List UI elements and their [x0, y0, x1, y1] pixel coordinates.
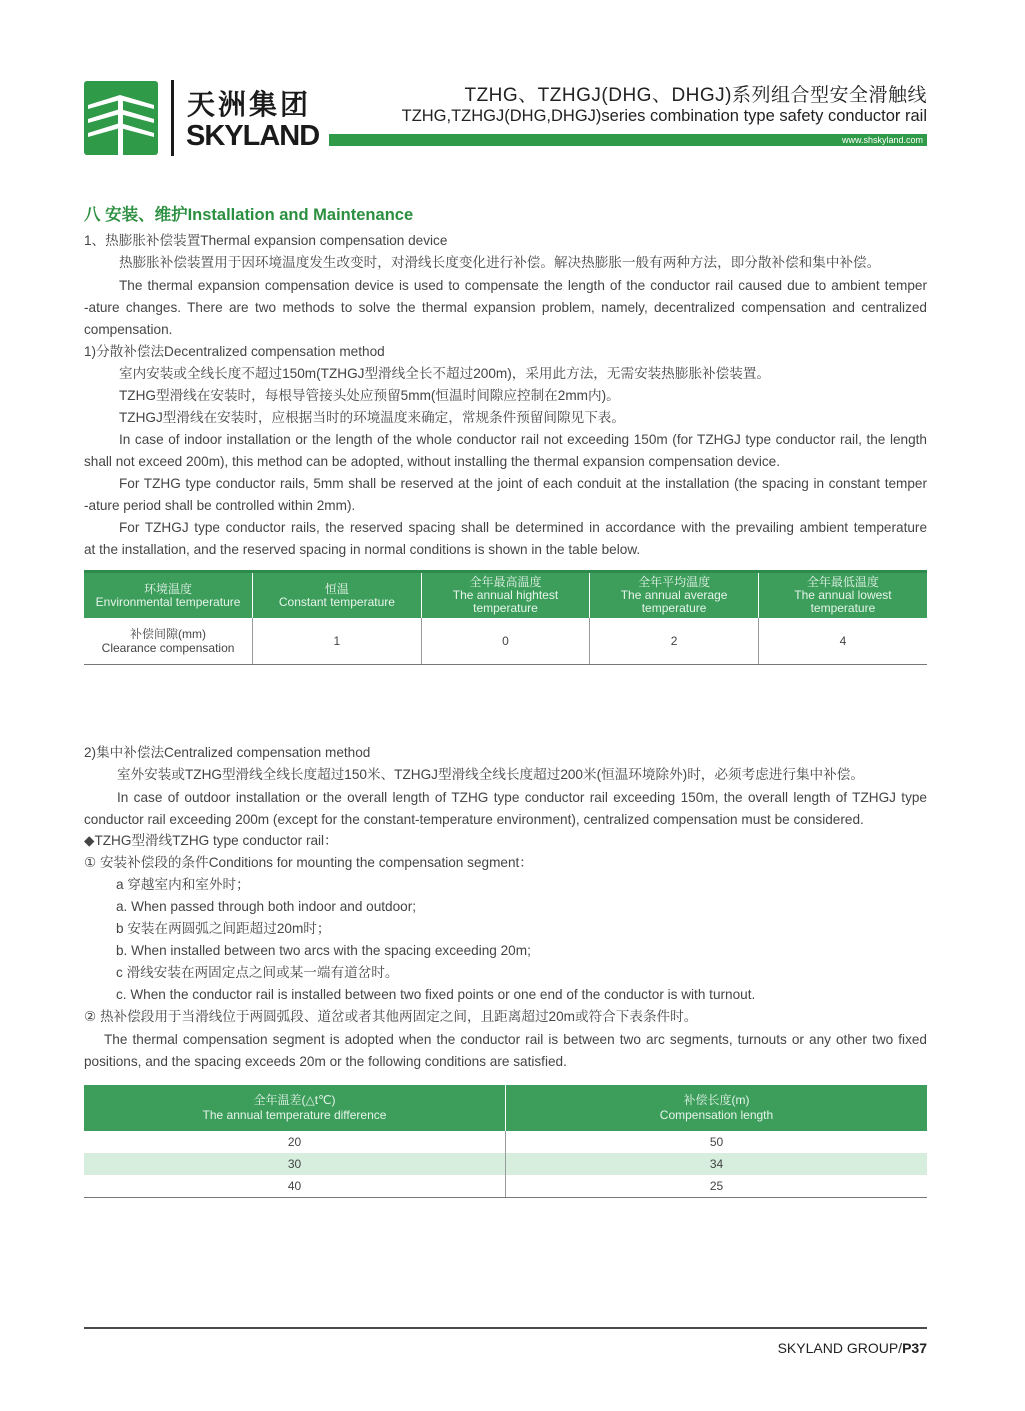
paragraph-line: 热膨胀补偿装置用于因环境温度发生改变时，对滑线长度变化进行补偿。解决热膨胀一般有两种方法，即分散补偿和集中补偿。 — [119, 255, 881, 270]
header-rule — [329, 134, 927, 146]
compensation-length-table — [84, 1085, 927, 1198]
skyland-logo-icon — [84, 81, 158, 155]
footer — [778, 1340, 927, 1356]
method-heading: 2)集中补偿法Centralized compensation method — [84, 745, 371, 760]
table-header-cell: 恒温 Constant temperature — [253, 572, 422, 619]
list-item: a. When passed through both indoor and outdoor; — [116, 899, 417, 914]
paragraph-line: at the installation, and the reserved spacing in normal conditions is shown in the table below. — [84, 542, 641, 557]
list-item: a 穿越室内和室外时； — [116, 877, 250, 892]
table-row — [84, 618, 927, 665]
row-label-cell: 补偿间隙(mm) Clearance compensation — [84, 618, 253, 665]
footer-rule — [84, 1327, 927, 1329]
paragraph-line: -ature period shall be controlled within 2mm). — [84, 498, 356, 513]
table-header-cell: 全年平均温度 The annual average temperature — [590, 572, 759, 619]
table-cell: 20 — [84, 1131, 506, 1153]
paragraph-line: In case of indoor installation or the length of the whole conductor rail not exceeding 150m (for TZHGJ type conductor rail, the length — [119, 432, 927, 447]
table-header-cell: 全年温差(△t℃) The annual temperature difference — [84, 1085, 506, 1131]
numbered-item: ② 热补偿段用于当滑线位于两圆弧段、道岔或者其他两固定之间，且距离超过20m或符合下表条件时。 — [84, 1009, 698, 1024]
logo-text-cn: 天洲集团 — [187, 88, 312, 121]
paragraph-line: In case of outdoor installation or the overall length of TZHG type conductor rail exceeding 150m, the overall length of TZHGJ type — [117, 790, 927, 805]
paragraph-line: 室内安装或全线长度不超过150m(TZHGJ型滑线全长不超过200m)，采用此方法，无需安装热膨胀补偿装置。 — [119, 366, 771, 381]
table-cell: 34 — [506, 1153, 928, 1175]
table-row — [84, 1153, 927, 1175]
header-title-en: TZHG,TZHGJ(DHG,DHGJ)series combination type safety conductor rail — [401, 107, 927, 125]
paragraph-line: TZHG型滑线在安装时，每根导管接头处应预留5mm(恒温时间隙应控制在2mm内)。 — [119, 388, 620, 403]
table-header-cell: 全年最低温度 The annual lowest temperature — [758, 572, 927, 619]
table-header-cell: 补偿长度(m) Compensation length — [506, 1085, 928, 1131]
paragraph-line: shall not exceed 200m), this method can be adopted, without installing the thermal expansion compensation device. — [84, 454, 780, 469]
table-cell: 40 — [84, 1175, 506, 1198]
table-row — [84, 1131, 927, 1153]
table-cell: 30 — [84, 1153, 506, 1175]
bullet-heading: ◆TZHG型滑线TZHG type conductor rail： — [84, 833, 338, 848]
logo-divider — [171, 80, 174, 156]
table-cell: 25 — [506, 1175, 928, 1198]
list-item: c. When the conductor rail is installed between two fixed points or one end of the conductor is with turnout. — [116, 987, 756, 1002]
table-header-cell: 环境温度 Environmental temperature — [84, 572, 253, 619]
numbered-item: ① 安装补偿段的条件Conditions for mounting the compensation segment： — [84, 855, 533, 870]
logo-text-en: SKYLAND — [186, 120, 320, 152]
table-cell: 4 — [758, 618, 927, 665]
paragraph-line: For TZHG type conductor rails, 5mm shall be reserved at the joint of each conduit at the installation (the spacing in constant temper — [119, 476, 927, 491]
subsection-heading: 1、热膨胀补偿装置Thermal expansion compensation device — [84, 233, 448, 248]
clearance-table — [84, 570, 927, 665]
table-cell: 2 — [590, 618, 759, 665]
paragraph-line: The thermal expansion compensation device is used to compensate the length of the conductor rail caused due to ambient temper — [119, 278, 927, 293]
paragraph-line: positions, and the spacing exceeds 20m or the following conditions are satisfied. — [84, 1054, 567, 1069]
page-number: P37 — [902, 1340, 927, 1356]
paragraph-line: 室外安装或TZHG型滑线全线长度超过150米、TZHGJ型滑线全线长度超过200米(恒温环境除外)时，必须考虑进行集中补偿。 — [117, 767, 864, 782]
list-item: b 安装在两圆弧之间距超过20m时； — [116, 921, 331, 936]
table-cell: 0 — [421, 618, 590, 665]
footer-group: SKYLAND GROUP/ — [777, 1340, 903, 1356]
website-link[interactable]: www.shskyland.com — [841, 135, 923, 145]
paragraph-line: TZHGJ型滑线在安装时，应根据当时的环境温度来确定，常规条件预留间隙见下表。 — [119, 410, 625, 425]
paragraph-line: For TZHGJ type conductor rails, the reserved spacing shall be determined in accordance with the prevailing ambient temperature — [119, 520, 927, 535]
list-item: b. When installed between two arcs with the spacing exceeding 20m; — [116, 943, 531, 958]
paragraph-line: conductor rail exceeding 200m (except for the constant-temperature environment), centralized compensation must be considered. — [84, 812, 864, 827]
header-title-cn: TZHG、TZHGJ(DHG、DHGJ)系列组合型安全滑触线 — [464, 85, 927, 106]
table-cell: 1 — [253, 618, 422, 665]
paragraph-line: The thermal compensation segment is adopted when the conductor rail is between two arc segments, turnouts or any other two fixed — [104, 1032, 927, 1047]
section-title: 八 安装、维护Installation and Maintenance — [84, 206, 414, 224]
table-cell: 50 — [709, 1135, 724, 1149]
method-heading: 1)分散补偿法Decentralized compensation method — [84, 344, 385, 359]
paragraph-line: -ature changes. There are two methods to solve the thermal expansion problem, namely, decentralized compensation and centralized — [84, 300, 927, 315]
paragraph-line: compensation. — [84, 322, 173, 337]
table-header-cell: 全年最高温度 The annual hightest temperature — [421, 572, 590, 619]
list-item: c 滑线安装在两固定点之间或某一端有道岔时。 — [116, 965, 399, 980]
table-row — [84, 1175, 927, 1198]
